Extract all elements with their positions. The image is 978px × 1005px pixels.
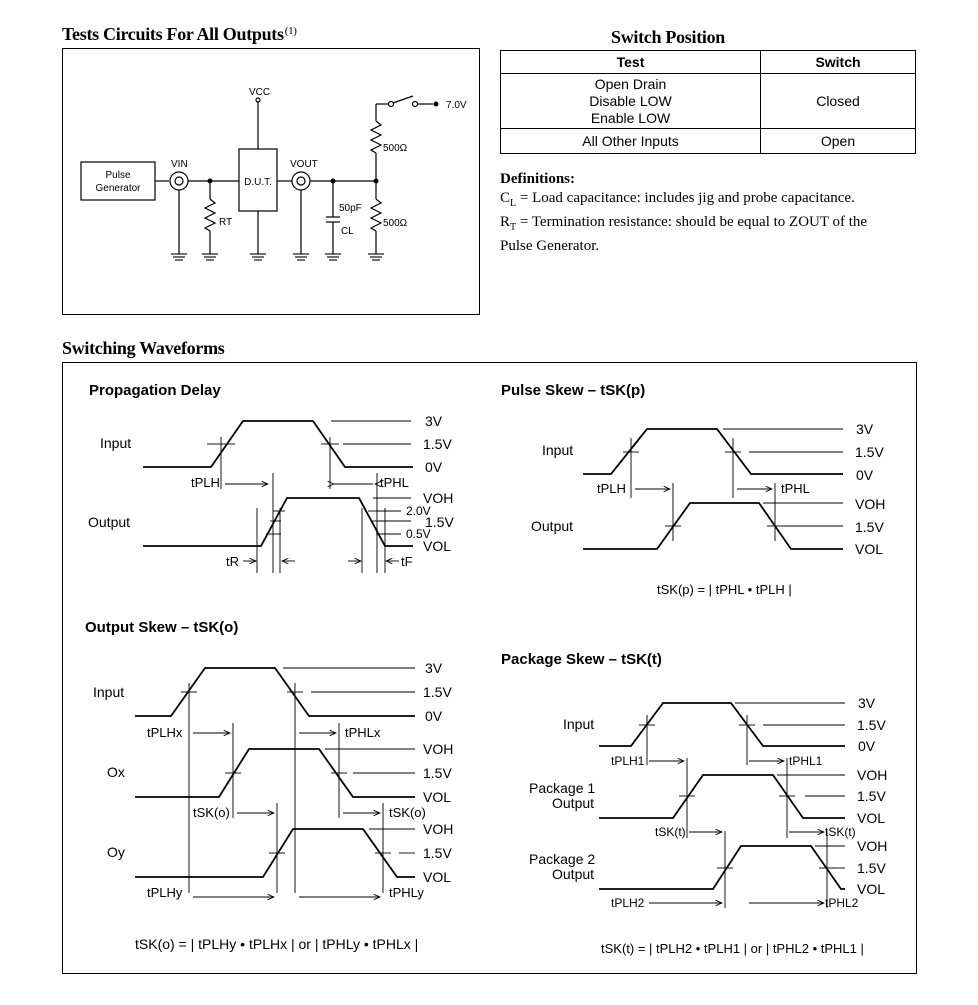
kskew-voh1: VOH [857,767,888,783]
pulse-skew-title: Pulse Skew – tSK(p) [501,382,646,399]
oskew-tphly: tPHLy [389,885,424,900]
pskew-input-label: Input [542,442,574,458]
oskew-input-label: Input [93,684,125,700]
kskew-vol1: VOL [857,810,886,826]
pskew-tplh: tPLH [597,481,626,496]
kskew-tskt2: tSK(t) [825,825,856,839]
ground-symbol [202,254,218,260]
rt-label: RT [219,217,233,228]
oskew-tsko2: tSK(o) [389,805,426,820]
oskew-15v-oy: 1.5V [423,845,452,861]
oskew-oy-label: Oy [107,844,125,860]
oskew-vol2: VOL [423,869,452,885]
pskew-vol: VOL [855,541,884,557]
prop-15v: 1.5V [423,436,452,452]
kskew-3v: 3V [858,695,876,711]
waveforms-diagram [63,363,918,975]
pskew-tphl: tPHL [781,481,810,496]
vout-label: VOUT [290,159,318,170]
oskew-tsko1: tSK(o) [193,805,230,820]
oskew-tplhx: tPLHx [147,725,183,740]
switching-waveforms-title: Switching Waveforms [62,338,225,358]
oskew-tplhy: tPLHy [147,885,183,900]
kskew-pkg2-line1: Package 2 [529,851,596,867]
row-test-cell [501,74,761,129]
test-circuits-title-text: Tests Circuits For All Outputs [62,24,284,44]
pulse-generator-label-2: Generator [95,183,141,194]
definition-rt-cont: Pulse Generator. [500,238,600,254]
prop-output-label: Output [88,514,131,530]
pulse-generator-label-1: Pulse [105,170,131,181]
oskew-voh1: VOH [423,741,454,757]
row-switch-cell: Open [761,129,916,154]
kskew-15v-p2: 1.5V [857,860,886,876]
prop-delay-title: Propagation Delay [89,382,221,399]
oskew-formula: tSK(o) = | tPLHy • tPLHx | or | tPHLy • tPHLx | [135,936,419,952]
kskew-tplh2: tPLH2 [611,896,645,910]
pskew-voh: VOH [855,496,886,512]
prop-tr: tR [226,554,239,569]
kskew-tskt1: tSK(t) [655,825,686,839]
prop-tf: tF [401,554,413,569]
test-circuit-schematic [63,49,481,316]
oskew-15v: 1.5V [423,684,452,700]
oskew-15v-ox: 1.5V [423,765,452,781]
kskew-vol2: VOL [857,881,886,897]
switch-position-table [500,50,916,154]
kskew-15v-p1: 1.5V [857,788,886,804]
vcc-label: VCC [249,87,271,98]
row-switch-cell: Closed [761,74,916,129]
pskew-15v-out: 1.5V [855,519,884,535]
kskew-tphl1: tPHL1 [789,754,823,768]
kskew-voh2: VOH [857,838,888,854]
cl-label: CL [341,226,354,237]
oskew-voh2: VOH [423,821,454,837]
test-line: Enable LOW [590,109,671,126]
ground-symbol [368,254,384,260]
prop-0v: 0V [425,459,443,475]
kskew-pkg1-line2: Output [552,795,595,811]
test-line: Open Drain [594,75,667,92]
prop-tplh: tPLH [191,475,220,490]
title-footnote: (1) [284,25,297,37]
pskew-output-label: Output [531,518,574,534]
definition-cl: $C_L$ = Load capacitance: includes jig and probe capacitance. [500,190,855,209]
oskew-3v: 3V [425,660,443,676]
kskew-pkg2-line2: Output [552,866,595,882]
supply-label: 7.0V [446,100,467,111]
definition-rt: $R_T$ = Termination resistance: should be equal to ZOUT of the [500,214,868,233]
ground-symbol [325,254,341,260]
row-test-cell: All Other Inputs [501,129,761,154]
test-circuit-box [62,48,480,315]
ground-symbol [293,254,309,260]
definitions-heading: Definitions: [500,171,575,187]
pskew-3v: 3V [856,421,874,437]
oskew-vol1: VOL [423,789,452,805]
prop-voh: VOH [423,490,454,506]
vin-label: VIN [171,159,188,170]
prop-tphl: tPHL [380,475,409,490]
dut-label: D.U.T. [244,177,272,188]
kskew-input-label: Input [563,716,595,732]
kskew-pkg1-line1: Package 1 [529,780,596,796]
waveforms-box [62,362,917,974]
ground-symbol [171,254,187,260]
oskew-0v: 0V [425,708,443,724]
prop-vol: VOL [423,538,452,554]
resistor-top-label: 500Ω [383,143,408,154]
pskew-formula: tSK(p) = | tPHL • tPLH | [657,582,792,597]
test-circuits-title [62,24,297,45]
prop-input-label: Input [100,435,132,451]
header-switch: Switch [761,51,916,74]
switch-position-title: Switch Position [611,27,726,47]
kskew-formula: tSK(t) = | tPLH2 • tPLH1 | or | tPHL2 • tPHL1 | [601,941,864,956]
definitions [500,170,920,256]
kskew-tplh1: tPLH1 [611,754,645,768]
oskew-ox-label: Ox [107,764,125,780]
table-header-row [501,51,916,74]
prop-15v-out: 1.5V [425,514,454,530]
package-skew-title: Package Skew – tSK(t) [501,651,662,668]
output-skew-title: Output Skew – tSK(o) [85,619,239,636]
table-row [501,129,916,154]
kskew-15v: 1.5V [857,717,886,733]
pskew-0v: 0V [856,467,874,483]
cap-label: 50pF [339,203,362,214]
prop-05v: 0.5V [406,527,431,541]
pskew-15v: 1.5V [855,444,884,460]
resistor-bottom-label: 500Ω [383,218,408,229]
kskew-tphl2: tPHL2 [825,896,859,910]
kskew-0v: 0V [858,738,876,754]
table-row [501,74,916,129]
test-line: Disable LOW [589,92,672,109]
ground-symbol [250,254,266,260]
oskew-tphlx: tPHLx [345,725,381,740]
header-test: Test [501,51,761,74]
prop-3v: 3V [425,413,443,429]
prop-20v: 2.0V [406,504,431,518]
